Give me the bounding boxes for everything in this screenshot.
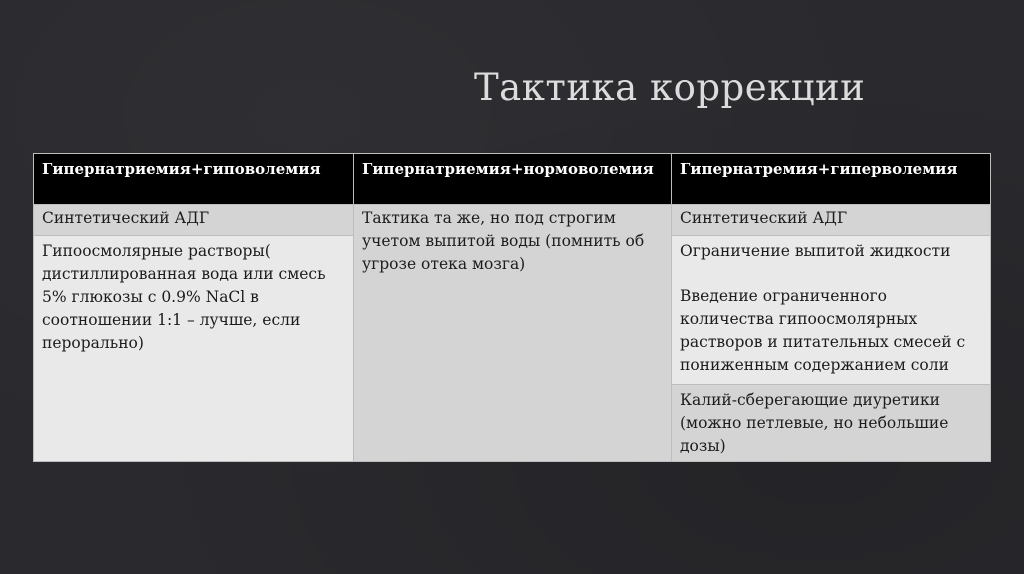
column-header-normovolemia: Гипернатриемия+нормоволемия bbox=[354, 154, 671, 204]
column-normovolemia bbox=[354, 154, 671, 461]
slide-title: Тактика коррекции bbox=[474, 66, 866, 109]
table-cell: Введение ограниченного количества гипоосмолярных растворов и питательных смесей с пониженным содержанием соли bbox=[680, 287, 966, 374]
table-cell: Калий-сберегающие диуретики (можно петлевые, но небольшие дозы) bbox=[672, 385, 990, 461]
column-header-hypovolemia: Гипернатриемия+гиповолемия bbox=[34, 154, 353, 204]
table-cell: Ограничение выпитой жидкости bbox=[680, 242, 951, 260]
table-cell: Синтетический АДГ bbox=[34, 205, 353, 235]
column-header-hypervolemia: Гипернатремия+гиперволемия bbox=[672, 154, 990, 204]
table-cell: Синтетический АДГ bbox=[672, 205, 990, 235]
table-cell: Гипоосмолярные растворы( дистиллированная вода или смесь 5% глюкозы с 0.9% NaCl в соотношении 1:1 – лучше, если перорально) bbox=[34, 236, 353, 461]
column-hypervolemia bbox=[672, 154, 990, 461]
table-cell: Тактика та же, но под строгим учетом выпитой воды (помнить об угрозе отека мозга) bbox=[354, 205, 671, 461]
table-cell-group bbox=[672, 236, 990, 384]
column-hypovolemia bbox=[34, 154, 353, 461]
correction-tactics-table bbox=[33, 153, 991, 462]
